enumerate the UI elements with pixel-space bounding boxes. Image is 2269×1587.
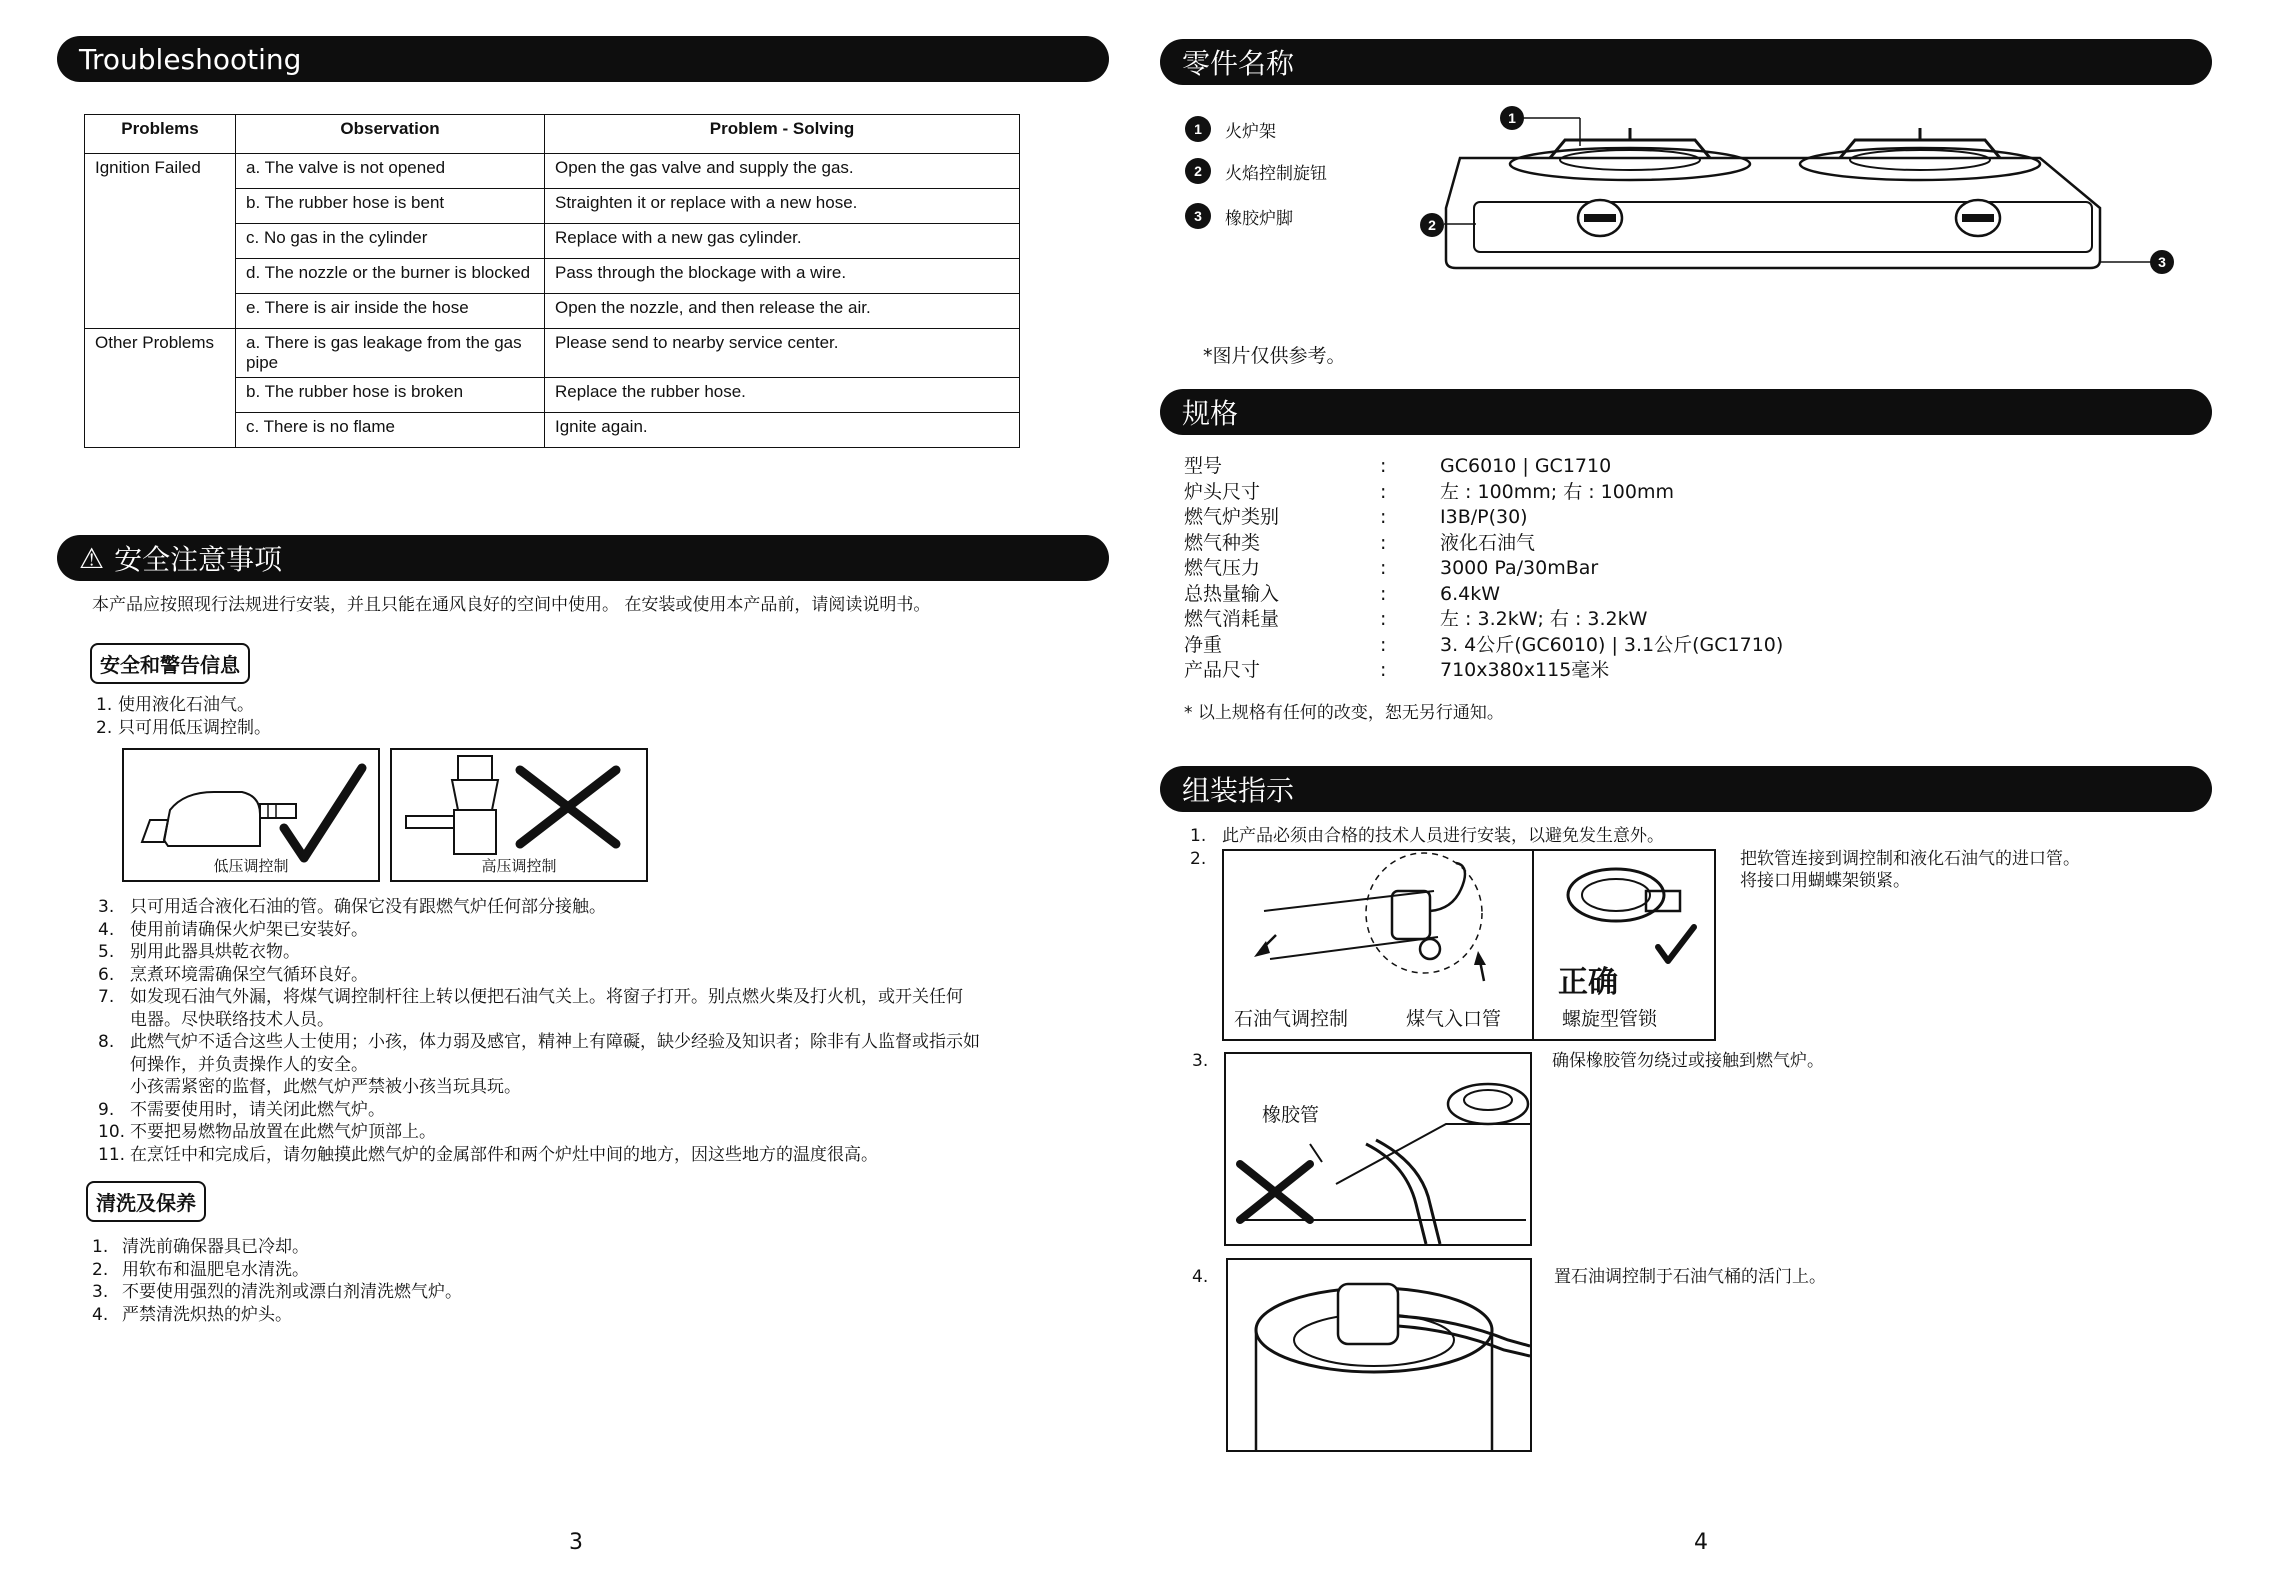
warning-icon: ⚠: [79, 541, 105, 575]
list-item: 2. 用软布和温肥皂水清洗。: [92, 1259, 309, 1280]
solution-cell: Please send to nearby service center.: [545, 329, 1020, 378]
solution-cell: Pass through the blockage with a wire.: [545, 259, 1020, 294]
list-item: 10. 不要把易燃物品放置在此燃气炉顶部上。: [98, 1122, 436, 1142]
list-item: 3. 只可用适合液化石油的管。确保它没有跟燃气炉任何部分接触。: [98, 897, 606, 917]
stove-diagram: [1400, 100, 2190, 280]
page-number-right: 4: [1694, 1530, 1708, 1555]
low-regulator-caption: 低压调控制: [213, 857, 289, 875]
list-item: 11. 在烹饪中和完成后，请勿触摸此燃气炉的金属部件和两个炉灶中间的地方，因这些地方的温度很高。: [98, 1144, 878, 1165]
part-label: 火焰控制旋钮: [1225, 163, 1327, 184]
col-header-solving: Problem - Solving: [545, 115, 1020, 154]
solution-cell: Replace the rubber hose.: [545, 378, 1020, 413]
cylinder-image: [1226, 1258, 1532, 1452]
rubber-hose-label: 橡胶管: [1262, 1104, 1320, 1126]
problem-cell: Other Problems: [85, 329, 236, 448]
callout-2-text: 2: [1428, 217, 1436, 233]
list-item: 1. 使用液化石油气。: [96, 695, 254, 715]
callout-3-text: 3: [2158, 254, 2166, 270]
col-header-problems: Problems: [85, 115, 236, 154]
assembly-header: [1160, 766, 2212, 812]
safety-title: 安全注意事项: [114, 543, 283, 576]
safety-list-top: [92, 694, 271, 739]
list-item: 5. 别用此器具烘乾衣物。: [98, 942, 300, 962]
assembly-step-1: 此产品必须由合格的技术人员进行安装，以避免发生意外。: [1222, 826, 1664, 846]
safety-intro: 本产品应按照现行法规进行安装，并且只能在通风良好的空间中使用。 在安装或使用本产品前，请阅读说明书。: [92, 595, 931, 615]
cleaning-label: 清洗及保养: [86, 1181, 206, 1222]
hose-routing-image: [1224, 1052, 1532, 1246]
spec-row: 燃气消耗量 : 左 : 3.2kW; 右 : 3.2kW: [1184, 608, 1648, 630]
part-badge: 2: [1185, 158, 1211, 184]
spec-row: 炉头尺寸 : 左 : 100mm; 右 : 100mm: [1184, 480, 1674, 503]
part-item: [1185, 158, 1327, 184]
list-item: 6. 烹煮环境需确保空气循环良好。: [98, 964, 368, 985]
parts-header: [1160, 39, 2212, 85]
troubleshooting-header: [57, 36, 1109, 82]
hose-routing-drawing: [1226, 1054, 1530, 1244]
hose-connection-image: [1222, 849, 1536, 1041]
problem-cell: Ignition Failed: [85, 154, 236, 329]
assembly-step-4: 置石油调控制于石油气桶的活门上。: [1554, 1267, 1826, 1287]
observation-cell: a. The valve is not opened: [236, 154, 545, 189]
specs-title: 规格: [1182, 397, 1239, 430]
inlet-caption: 煤气入口管: [1406, 1008, 1502, 1030]
clamp-drawing: [1534, 851, 1714, 971]
solution-cell: Ignite again.: [545, 413, 1020, 448]
part-badge: 3: [1185, 203, 1211, 229]
assembly-step-2-num: 2.: [1190, 849, 1207, 869]
list-item: 8. 此燃气炉不适合这些人士使用；小孩，体力弱及感官，精神上有障礙，缺少经验及知识者；除非有人监督或指示如 何操作，并负责操作人的安全。 小孩需紧密的监督，此燃气炉严禁被小孩当玩具玩。: [98, 1032, 980, 1097]
part-label: 橡胶炉脚: [1225, 208, 1293, 229]
list-item: 9. 不需要使用时，请关闭此燃气炉。: [98, 1099, 385, 1120]
table-row: [85, 154, 1020, 189]
list-item: 1. 清洗前确保器具已冷却。: [92, 1237, 309, 1257]
observation-cell: c. No gas in the cylinder: [236, 224, 545, 259]
solution-cell: Open the nozzle, and then release the air.: [545, 294, 1020, 329]
part-badge: 1: [1185, 116, 1211, 142]
part-item: [1185, 116, 1276, 142]
parts-title: 零件名称: [1182, 47, 1295, 80]
troubleshooting-title: Troubleshooting: [79, 42, 302, 76]
observation-cell: e. There is air inside the hose: [236, 294, 545, 329]
list-item: 2. 只可用低压调控制。: [96, 717, 271, 738]
spec-row: 净重 : 3. 4公斤(GC6010) | 3.1公斤(GC1710): [1184, 633, 1784, 656]
observation-cell: b. The rubber hose is broken: [236, 378, 545, 413]
assembly-step-4-num: 4.: [1192, 1267, 1209, 1287]
page-number-left: 3: [569, 1530, 583, 1555]
cleaning-list: [88, 1236, 462, 1326]
observation-cell: d. The nozzle or the burner is blocked: [236, 259, 545, 294]
safety-list: [92, 896, 980, 1166]
observation-cell: a. There is gas leakage from the gas pipe: [236, 329, 545, 378]
high-regulator-caption: 高压调控制: [481, 857, 557, 875]
list-item: 3. 不要使用强烈的清洗剂或漂白剂清洗燃气炉。: [92, 1282, 462, 1302]
spec-row: 燃气压力 : 3000 Pa/30mBar: [1184, 557, 1599, 579]
assembly-step-3: 确保橡胶管勿绕过或接触到燃气炉。: [1552, 1051, 1824, 1071]
list-item: 7. 如发现石油气外漏，将煤气调控制杆往上转以便把石油气关上。将窗子打开。别点燃火柴及打火机，或开关任何 电器。尽快联络技术人员。: [98, 987, 963, 1030]
specs-header: [1160, 389, 2212, 435]
specs-note: * 以上规格有任何的改变，恕无另行通知。: [1184, 703, 1504, 723]
observation-cell: b. The rubber hose is bent: [236, 189, 545, 224]
solution-cell: Straighten it or replace with a new hose.: [545, 189, 1020, 224]
assembly-step-1-num: 1.: [1190, 826, 1207, 846]
solution-cell: Replace with a new gas cylinder.: [545, 224, 1020, 259]
spec-row: 型号 : GC6010 | GC1710: [1184, 455, 1612, 477]
part-item: [1185, 203, 1293, 229]
table-header-row: [85, 115, 1020, 154]
clamp-caption: 螺旋型管锁: [1562, 1008, 1658, 1030]
callout-1-text: 1: [1508, 110, 1516, 126]
solution-cell: Open the gas valve and supply the gas.: [545, 154, 1020, 189]
assembly-title: 组装指示: [1182, 774, 1295, 807]
assembly-step-3-num: 3.: [1192, 1051, 1209, 1071]
assembly-step-2-b: 将接口用蝴蝶架锁紧。: [1740, 871, 1910, 891]
correct-label: 正确: [1558, 965, 1618, 1000]
spec-row: 总热量输入 : 6.4kW: [1184, 582, 1501, 605]
observation-cell: c. There is no flame: [236, 413, 545, 448]
spec-row: 燃气种类 : 液化石油气: [1184, 531, 1536, 554]
col-header-observation: Observation: [236, 115, 545, 154]
specs-table: [1184, 454, 1783, 684]
high-pressure-regulator-image: [390, 748, 648, 882]
spec-row: 燃气炉类别 : I3B/P(30): [1184, 506, 1528, 528]
cylinder-drawing: [1228, 1260, 1530, 1450]
safety-info-label: 安全和警告信息: [90, 643, 250, 684]
regulator-caption: 石油气调控制: [1234, 1008, 1349, 1030]
part-label: 火炉架: [1225, 121, 1276, 142]
hose-clamp-image: [1532, 849, 1716, 1041]
assembly-step-2-a: 把软管连接到调控制和液化石油气的进口管。: [1740, 849, 2080, 869]
list-item: 4. 使用前请确保火炉架已安装好。: [98, 919, 368, 940]
low-pressure-regulator-image: [122, 748, 380, 882]
table-row: [85, 329, 1020, 378]
troubleshooting-table: [84, 114, 1020, 448]
safety-header: [57, 535, 1109, 581]
parts-note: *图片仅供参考。: [1203, 345, 1346, 367]
spec-row: 产品尺寸 : 710x380x115毫米: [1184, 659, 1610, 681]
list-item: 4. 严禁清洗炽热的炉头。: [92, 1304, 292, 1325]
